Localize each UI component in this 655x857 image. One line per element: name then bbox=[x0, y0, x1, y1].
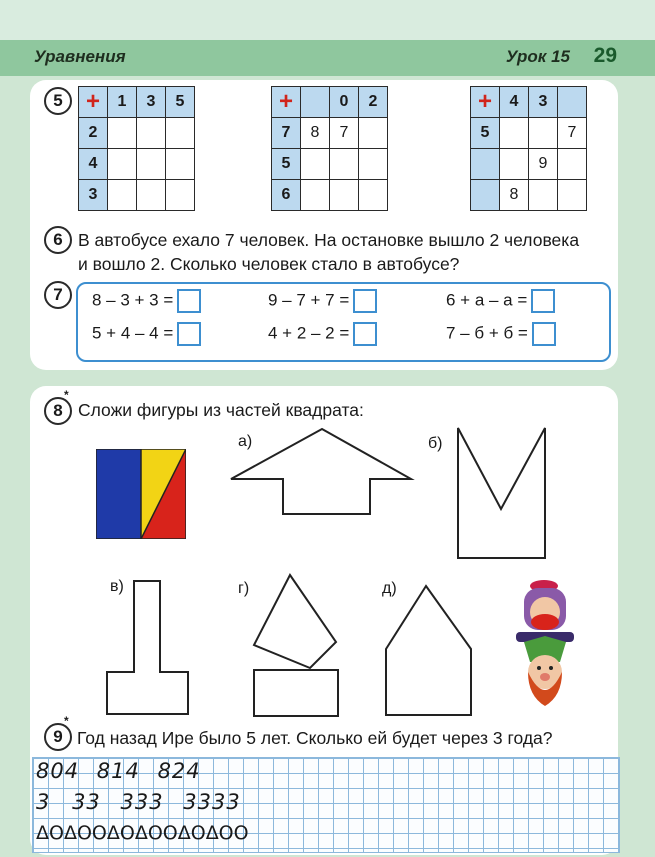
copy-item: 33 bbox=[72, 790, 101, 814]
figure-label-d: д) bbox=[382, 580, 397, 597]
equation-text: 5 + 4 – 4 = bbox=[92, 323, 174, 343]
equation bbox=[446, 289, 555, 313]
page-header bbox=[0, 40, 655, 76]
equation-text: 8 – 3 + 3 = bbox=[92, 290, 174, 310]
difficulty-star: * bbox=[64, 388, 69, 402]
answer-cell[interactable] bbox=[359, 118, 388, 149]
answer-cell[interactable] bbox=[529, 118, 558, 149]
equation-text: 4 + 2 – 2 = bbox=[268, 323, 350, 343]
row-header-cell: 5 bbox=[471, 118, 500, 149]
answer-cell[interactable] bbox=[558, 180, 587, 211]
plus-sign: + bbox=[79, 87, 108, 118]
topic-title: Уравнения bbox=[34, 47, 126, 66]
answer-cell[interactable] bbox=[137, 149, 166, 180]
lesson-label: Урок 15 bbox=[505, 47, 570, 66]
answer-cell[interactable] bbox=[359, 180, 388, 211]
row-header-cell: 7 bbox=[272, 118, 301, 149]
header-cell bbox=[558, 87, 587, 118]
answer-box[interactable] bbox=[531, 289, 555, 313]
row-header-cell bbox=[471, 180, 500, 211]
figure-v-stand bbox=[104, 578, 194, 718]
figure-d-house bbox=[383, 583, 475, 719]
header-cell: 1 bbox=[108, 87, 137, 118]
difficulty-star: * bbox=[64, 714, 69, 728]
answer-cell[interactable] bbox=[330, 180, 359, 211]
answer-cell[interactable] bbox=[529, 180, 558, 211]
answer-cell[interactable]: 7 bbox=[330, 118, 359, 149]
answer-cell[interactable] bbox=[108, 149, 137, 180]
answer-cell[interactable] bbox=[301, 149, 330, 180]
equation bbox=[268, 289, 377, 313]
answer-box[interactable] bbox=[177, 322, 201, 346]
copy-pattern-3 bbox=[36, 822, 249, 844]
task-5-number: 5 bbox=[44, 87, 72, 115]
plus-sign: + bbox=[471, 87, 500, 118]
task-6-line-2: и вошло 2. Сколько человек стало в автобусе? bbox=[78, 254, 460, 274]
answer-box[interactable] bbox=[353, 289, 377, 313]
plus-sign: + bbox=[272, 87, 301, 118]
copy-item-faded: 333 bbox=[120, 790, 164, 814]
answer-cell[interactable] bbox=[108, 118, 137, 149]
answer-cell[interactable] bbox=[500, 149, 529, 180]
copy-item: 804 bbox=[36, 759, 80, 783]
answer-cell[interactable]: 8 bbox=[500, 180, 529, 211]
answer-cell[interactable] bbox=[166, 149, 195, 180]
figure-label-b: б) bbox=[428, 435, 443, 452]
row-header-cell bbox=[471, 149, 500, 180]
copy-item-faded: 3333 bbox=[183, 790, 241, 814]
addition-table-1 bbox=[78, 86, 195, 211]
equation-text: 7 – б + б = bbox=[446, 323, 528, 343]
answer-cell[interactable] bbox=[108, 180, 137, 211]
answer-cell[interactable]: 8 bbox=[301, 118, 330, 149]
answer-cell[interactable] bbox=[166, 180, 195, 211]
task-8-text: Сложи фигуры из частей квадрата: bbox=[78, 400, 364, 420]
figure-label-g: г) bbox=[238, 580, 250, 597]
blue-rectangle bbox=[96, 449, 141, 539]
copy-pattern-1 bbox=[36, 759, 201, 783]
answer-cell[interactable] bbox=[330, 149, 359, 180]
figure-g-kite-on-box bbox=[250, 572, 345, 720]
answer-cell[interactable]: 9 bbox=[529, 149, 558, 180]
row-header-cell: 2 bbox=[79, 118, 108, 149]
page-number: 29 bbox=[593, 44, 617, 67]
row-header-cell: 3 bbox=[79, 180, 108, 211]
header-cell: 3 bbox=[137, 87, 166, 118]
equation bbox=[92, 322, 201, 346]
answer-cell[interactable] bbox=[137, 118, 166, 149]
task-9-text: Год назад Ире было 5 лет. Сколько ей будет через 3 года? bbox=[77, 728, 553, 748]
task-7-number: 7 bbox=[44, 281, 72, 309]
equation bbox=[268, 322, 377, 346]
equation bbox=[92, 289, 201, 313]
copy-item: 3 bbox=[36, 790, 51, 814]
header-cell: 2 bbox=[359, 87, 388, 118]
answer-cell[interactable] bbox=[500, 118, 529, 149]
answer-cell[interactable] bbox=[166, 118, 195, 149]
figure-a-arrow bbox=[228, 427, 418, 517]
answer-cell[interactable] bbox=[558, 149, 587, 180]
task-9-number: 9 bbox=[44, 723, 72, 751]
header-cell: 5 bbox=[166, 87, 195, 118]
addition-table-3 bbox=[470, 86, 587, 211]
copy-item: 814 bbox=[96, 759, 140, 783]
answer-cell[interactable]: 7 bbox=[558, 118, 587, 149]
shape-sequence: ΔΟΔΟΟ bbox=[36, 822, 107, 844]
row-header-cell: 4 bbox=[79, 149, 108, 180]
figure-b-letter-m bbox=[455, 424, 555, 564]
row-header-cell: 5 bbox=[272, 149, 301, 180]
shape-sequence-faded: ΔΟΔΟΟΔΟΔΟΟ bbox=[106, 822, 249, 844]
copy-pattern-2 bbox=[36, 790, 241, 814]
answer-cell[interactable] bbox=[359, 149, 388, 180]
figure-label-v: в) bbox=[110, 578, 124, 595]
header-cell: 3 bbox=[529, 87, 558, 118]
task-6-number: 6 bbox=[44, 226, 72, 254]
top-page-band bbox=[0, 0, 655, 40]
task-8-number: 8 bbox=[44, 397, 72, 425]
answer-box[interactable] bbox=[532, 322, 556, 346]
answer-box[interactable] bbox=[353, 322, 377, 346]
addition-table-2 bbox=[271, 86, 388, 211]
equation-text: 6 + а – а = bbox=[446, 290, 528, 310]
answer-box[interactable] bbox=[177, 289, 201, 313]
tangram-square bbox=[96, 449, 186, 539]
header-cell: 0 bbox=[330, 87, 359, 118]
acrobat-gnomes-illustration bbox=[510, 578, 580, 710]
answer-cell[interactable] bbox=[301, 180, 330, 211]
row-header-cell: 6 bbox=[272, 180, 301, 211]
copy-item-faded: 824 bbox=[157, 759, 201, 783]
task-6-line-1: В автобусе ехало 7 человек. На остановке вышло 2 человека bbox=[78, 230, 580, 250]
figure-label-a: а) bbox=[238, 433, 253, 450]
header-cell: 4 bbox=[500, 87, 529, 118]
answer-cell[interactable] bbox=[137, 180, 166, 211]
header-cell bbox=[301, 87, 330, 118]
equation-text: 9 – 7 + 7 = bbox=[268, 290, 350, 310]
equation bbox=[446, 322, 556, 346]
